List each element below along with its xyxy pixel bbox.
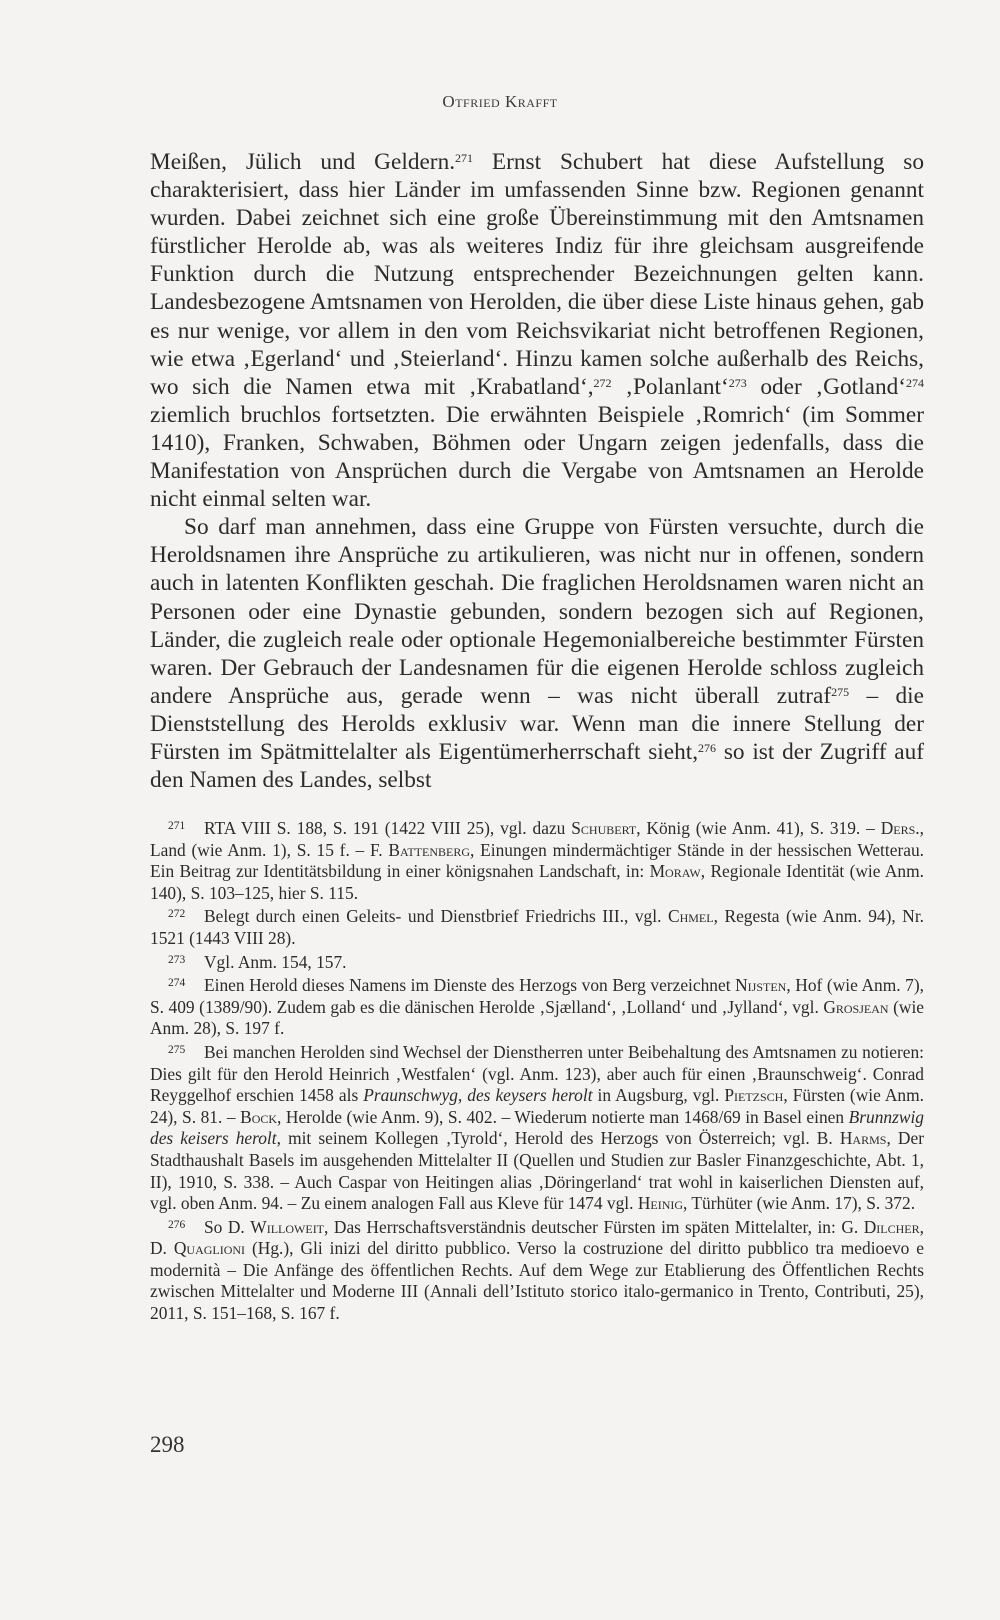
author-name: Heinig	[637, 1193, 684, 1214]
text-run: oder ‚Gotland‘	[746, 373, 906, 400]
text-run: So darf man annehmen, dass eine Gruppe von Fürsten versuchte, durch die Heroldsnamen ihre Ansprüche zu artikulieren, was nicht nur in offenen, sondern auch in latenten Konflikten geschah. Die fraglichen Heroldsnamen waren nicht an Personen oder eine Dynastie gebunden, sondern bezogen sich auf Regionen, Länder, die zugleich reale oder optionale Hegemonialbereiche bestimmter Fürsten waren. Der Gebrauch der Landesnamen für die eigenen Herolde schloss zugleich andere Ansprüche aus, gerade wenn – was nicht überall zutraf	[150, 514, 924, 709]
footnote-ref: 272	[593, 375, 612, 390]
body-paragraph	[150, 513, 924, 794]
text-run: , Fürsten (wie Anm. 24), S. 81. –	[150, 1085, 924, 1127]
footnote-ref: 274	[906, 375, 924, 390]
footnote-273: 273 Vgl. Anm. 154, 157.	[168, 951, 347, 972]
italic-text: Praunschwyg, des keysers herolt	[363, 1085, 593, 1106]
text-run: Ernst Schubert hat diese Aufstellung so charakterisiert, dass hier Länder im umfassenden Sinne bzw. Regionen genannt wurden. Dabei zeichnet sich eine große Übereinstimmung mit den Amtsnamen fürstlicher Herolde ab, was als weiteres Indiz für ihre gleichsam ausgreifende Funktion durch die Nutzung entsprechender Bezeichnungen gelten kann. Landesbezogene Amtsnamen von Herolden, die über diese Liste hinaus gehen, gab es nur wenige, vor allem in den vom Reichsvikariat nicht betroffenen Regionen, wie etwa ‚Egerland‘ und ‚Steierland‘. Hinzu kamen solche außerhalb des Reichs, wo sich die Namen etwa mit ‚Krabatland‘,	[150, 149, 924, 400]
footnotes	[150, 818, 924, 1327]
footnote-ref: 271	[455, 151, 474, 165]
author-name: Ders.	[880, 818, 920, 838]
author-name: Harms	[839, 1128, 887, 1149]
text-run: (Hg.), Gli inizi del diritto pubblico. Verso la costruzione del diritto pubblico tra medioevo e modernità – Die Anfänge des öffentlichen Rechts. Auf dem Wege zur Etablierung des Öffentlichen Rechts zwischen Mittelalter und Moderne III (Annali dell’Istituto storico italo-germanico in Trento, Contributi, 25), 2011, S. 151–168, S. 167 f.	[150, 1238, 924, 1324]
body-paragraph	[150, 148, 924, 513]
text-run: So D.	[204, 1216, 251, 1237]
text-run: – die Dienststellung des Herolds exklusiv war. Wenn man die innere Stellung der Fürsten im Spätmittelalter als Eigentümerherrschaft sieht,	[150, 682, 924, 765]
italic-text: Brunnzwig des keisers herolt	[150, 1106, 924, 1149]
text-run: Vgl. Anm. 154, 157.	[204, 951, 347, 972]
footnote-274: 274 Einen Herold dieses Namens im Dienste des Herzogs von Berg verzeichnet Nijsten, Hof (wie Anm. 7), S. 409 (1389/90). Zudem gab es die dänischen Herolde ‚Sjælland‘, ‚Lolland‘ und ‚Jylland‘, vgl. Grosjean (wie Anm. 28), S. 197 f.	[150, 975, 925, 1039]
footnote-271: 271 RTA VIII S. 188, S. 191 (1422 VIII 25), vgl. dazu Schubert, König (wie Anm. 41), S. 319. – Ders., Land (wie Anm. 1), S. 15 f. – F. Battenberg, Einungen mindermächtiger Stände in der hessischen Wetterau. Ein Beitrag zur Identitätsbildung in einer königsnahen Landschaft, in: Moraw, Regionale Identität (wie Anm. 140), S. 103–125, hier S. 115.	[150, 818, 924, 903]
text-run: ziemlich bruchlos fortsetzten. Die erwähnten Beispiele ‚Romrich‘ (im Sommer 1410), Franken, Schwaben, Böhmen oder Ungarn zeigen jedenfalls, dass die Manifestation von Ansprüchen durch die Vergabe von Amtsnamen an Herolde nicht einmal selten war.	[150, 401, 924, 513]
text-run: Einen Herold dieses Namens im Dienste des Herzogs von Berg verzeichnet	[204, 975, 736, 996]
text-run: , Regionale Identität (wie Anm. 140), S. 103–125, hier S. 115.	[150, 861, 924, 903]
footnote-276: 276 So D. Willoweit, Das Herrschaftsverständnis deutscher Fürsten im späten Mittelalter, in: G. Dilcher, D. Quaglioni (Hg.), Gli inizi del diritto pubblico. Verso la costruzione del diritto pubblico tra medioevo e modernità – Die Anfänge des öffentlichen Rechts. Auf dem Wege zur Etablierung des Öffentlichen Rechts zwischen Mittelalter und Moderne III (Annali dell’Istituto storico italo-germanico in Trento, Contributi, 25), 2011, S. 151–168, S. 167 f.	[150, 1216, 924, 1324]
author-name: Moraw	[649, 861, 701, 882]
author-name: Battenberg	[388, 839, 471, 860]
text-run: RTA VIII S. 188, S. 191 (1422 VIII 25), vgl. dazu	[204, 818, 572, 838]
text-run: Bei manchen Herolden sind Wechsel der Dienstherren unter Beibehaltung des Amtsnamen zu notieren: Dies gilt für den Herold Heinrich ‚Westfalen‘ (vgl. Anm. 123), aber auch für einen ‚Braunschweig‘. Conrad Reyggelhof erschien 1458 als	[150, 1041, 924, 1106]
author-name: Dilcher	[863, 1216, 920, 1237]
text-run: Belegt durch einen Geleits- und Dienstbrief Friedrichs III., vgl.	[204, 906, 668, 927]
text-run: in Augsburg, vgl.	[592, 1085, 725, 1106]
footnote-275: 275 Bei manchen Herolden sind Wechsel der Dienstherren unter Beibehaltung des Amtsnamen zu notieren: Dies gilt für den Herold Heinrich ‚Westfalen‘ (vgl. Anm. 123), aber auch für einen ‚Braunschweig‘. Conrad Reyggelhof erschien 1458 als Praunschwyg, des keysers herolt in Augsburg, vgl. Pietzsch, Fürsten (wie Anm. 24), S. 81. – Bock, Herolde (wie Anm. 9), S. 402. – Wiederum notierte man 1468/69 in Basel einen Brunnzwig des keisers herolt, mit seinem Kollegen ‚Tyrold‘, Herold des Herzogs von Österreich; vgl. B. Harms, Der Stadthaushalt Basels im ausgehenden Mittelalter II (Quellen und Studien zur Basler Finanzgeschichte, Abt. 1, II), 1910, S. 338. – Auch Caspar von Heitingen alias ‚Döringerland‘ trat wohl in kaiserlichen Diensten auf, vgl. oben Anm. 94. – Zu einem analogen Fall aus Kleve für 1474 vgl. Heinig, Türhüter (wie Anm. 17), S. 372.	[150, 1041, 924, 1214]
text-run: , D.	[150, 1216, 924, 1259]
author-name: Willoweit	[250, 1216, 325, 1237]
text-run: , Das Herrschaftsverständnis deutscher Fürsten im späten Mittelalter, in: G.	[324, 1216, 864, 1237]
text-run: ‚Polanlant‘	[611, 373, 729, 400]
author-name: Pietzsch	[724, 1085, 784, 1106]
text-run: , mit seinem Kollegen ‚Tyrold‘, Herold des Herzogs von Österreich; vgl. B.	[276, 1128, 840, 1149]
text-run: , Hof (wie Anm. 7), S. 409 (1389/90). Zudem gab es die dänischen Herolde ‚Sjælland‘, ‚Lolland‘ und ‚Jylland‘, vgl.	[150, 975, 925, 1017]
text-run: , Herolde (wie Anm. 9), S. 402. – Wiederum notierte man 1468/69 in Basel einen	[277, 1106, 849, 1127]
author-name: Grosjean	[823, 996, 889, 1017]
footnote-ref: 275	[831, 684, 850, 699]
header-author: Otfried Krafft	[442, 92, 558, 111]
footnote-272: 272 Belegt durch einen Geleits- und Dienstbrief Friedrichs III., vgl. Chmel, Regesta (wie Anm. 94), Nr. 1521 (1443 VIII 28).	[150, 906, 924, 948]
author-name: Nijsten	[735, 975, 787, 996]
text-run: , Regesta (wie Anm. 94), Nr. 1521 (1443 VIII 28).	[150, 906, 924, 948]
text-run: , Einungen mindermächtiger Stände in der hessischen Wetterau. Ein Beitrag zur Identitätsbildung in einer königsnahen Landschaft, in:	[150, 839, 924, 882]
text-run: , König (wie Anm. 41), S. 319. –	[636, 818, 881, 838]
author-name: Quaglioni	[173, 1238, 246, 1259]
footnote-ref: 276	[698, 740, 717, 755]
text-run: , Land (wie Anm. 1), S. 15 f. – F.	[150, 818, 924, 860]
text-run: so ist der Zugriff auf den Namen des Landes, selbst	[150, 738, 924, 794]
footnote-ref: 273	[728, 375, 747, 390]
running-header	[0, 92, 1000, 112]
author-name: Bock	[240, 1106, 278, 1127]
main-text	[150, 148, 924, 794]
author-name: Schubert	[571, 818, 637, 838]
text-run: , Der Stadthaushalt Basels im ausgehenden Mittelalter II (Quellen und Studien zur Basler Finanzgeschichte, Abt. 1, II), 1910, S. 338. – Auch Caspar von Heitingen alias ‚Döringerland‘ trat wohl in kaiserlichen Diensten auf, vgl. oben Anm. 94. – Zu einem analogen Fall aus Kleve für 1474 vgl.	[150, 1128, 924, 1214]
page-number: 298	[150, 1432, 185, 1457]
author-name: Chmel	[667, 906, 714, 927]
text-run: (wie Anm. 28), S. 197 f.	[150, 996, 925, 1039]
text-run: , Türhüter (wie Anm. 17), S. 372.	[683, 1193, 916, 1214]
text-run: Meißen, Jülich und Geldern.	[150, 149, 456, 175]
